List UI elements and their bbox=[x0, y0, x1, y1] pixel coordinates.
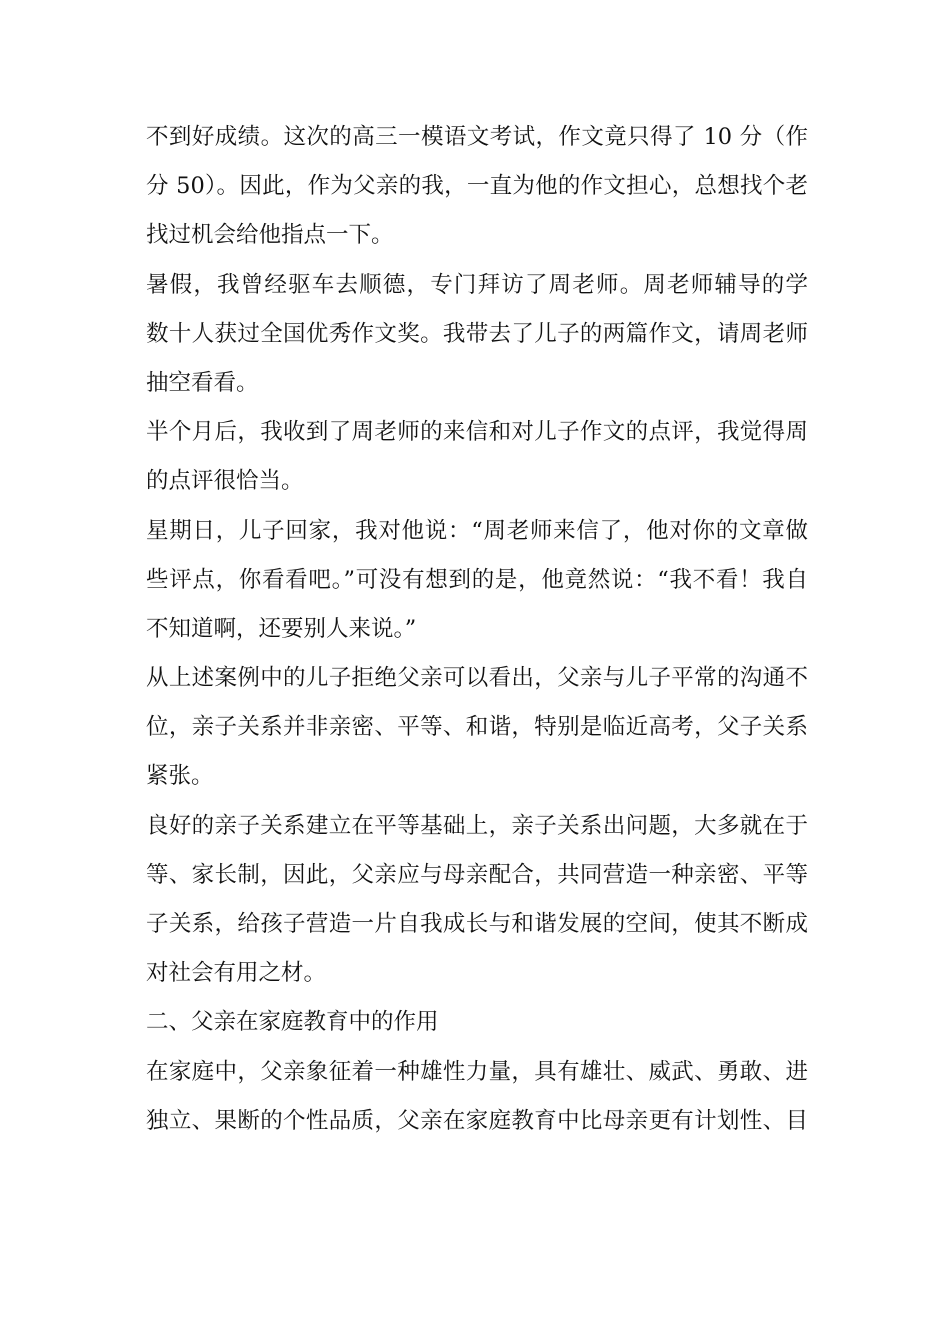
text-line-18: 对社会有用之材。 bbox=[146, 960, 327, 987]
text-line-5: 数十人获过全国优秀作文奖。我带去了儿子的两篇作文，请周老师 bbox=[146, 320, 808, 347]
text-line-9: 星期日，儿子回家，我对他说：“周老师来信了，他对你的文章做 bbox=[146, 517, 808, 544]
text-line-14: 紧张。 bbox=[146, 763, 214, 790]
text-line-16: 等、家长制，因此，父亲应与母亲配合，共同营造一种亲密、平等 bbox=[146, 861, 808, 888]
text-line-12: 从上述案例中的儿子拒绝父亲可以看出，父亲与儿子平常的沟通不 bbox=[146, 665, 808, 692]
text-line-15: 良好的亲子关系建立在平等基础上，亲子关系出问题，大多就在于 bbox=[146, 812, 808, 839]
text-line-11: 不知道啊，还要别人来说。” bbox=[146, 615, 417, 642]
text-line-2: 分 50）。因此，作为父亲的我，一直为他的作文担心，总想找个老 bbox=[146, 173, 808, 200]
text-line-21: 独立、果断的个性品质，父亲在家庭教育中比母亲更有计划性、目 bbox=[146, 1107, 808, 1134]
body-text bbox=[146, 113, 808, 1146]
text-line-8: 的点评很恰当。 bbox=[146, 468, 304, 495]
text-line-20: 在家庭中，父亲象征着一种雄性力量，具有雄壮、威武、勇敢、进 bbox=[146, 1058, 808, 1085]
text-line-6: 抽空看看。 bbox=[146, 369, 259, 396]
text-line-17: 子关系，给孩子营造一片自我成长与和谐发展的空间，使其不断成 bbox=[146, 911, 808, 937]
text-line-1: 不到好成绩。这次的高三一模语文考试，作文竟只得了 10 分（作 bbox=[146, 124, 808, 150]
text-line-3: 找过机会给他指点一下。 bbox=[146, 222, 394, 249]
text-line-7: 半个月后，我收到了周老师的来信和对儿子作文的点评，我觉得周 bbox=[146, 419, 808, 446]
text-line-4: 暑假，我曾经驱车去顺德，专门拜访了周老师。周老师辅导的学 bbox=[146, 271, 808, 298]
section-heading: 二、父亲在家庭教育中的作用 bbox=[146, 1009, 439, 1036]
text-line-10: 些评点，你看看吧。”可没有想到的是，他竟然说：“我不看！我自 bbox=[146, 566, 808, 593]
text-line-13: 位，亲子关系并非亲密、平等、和谐，特别是临近高考，父子关系 bbox=[146, 714, 808, 741]
